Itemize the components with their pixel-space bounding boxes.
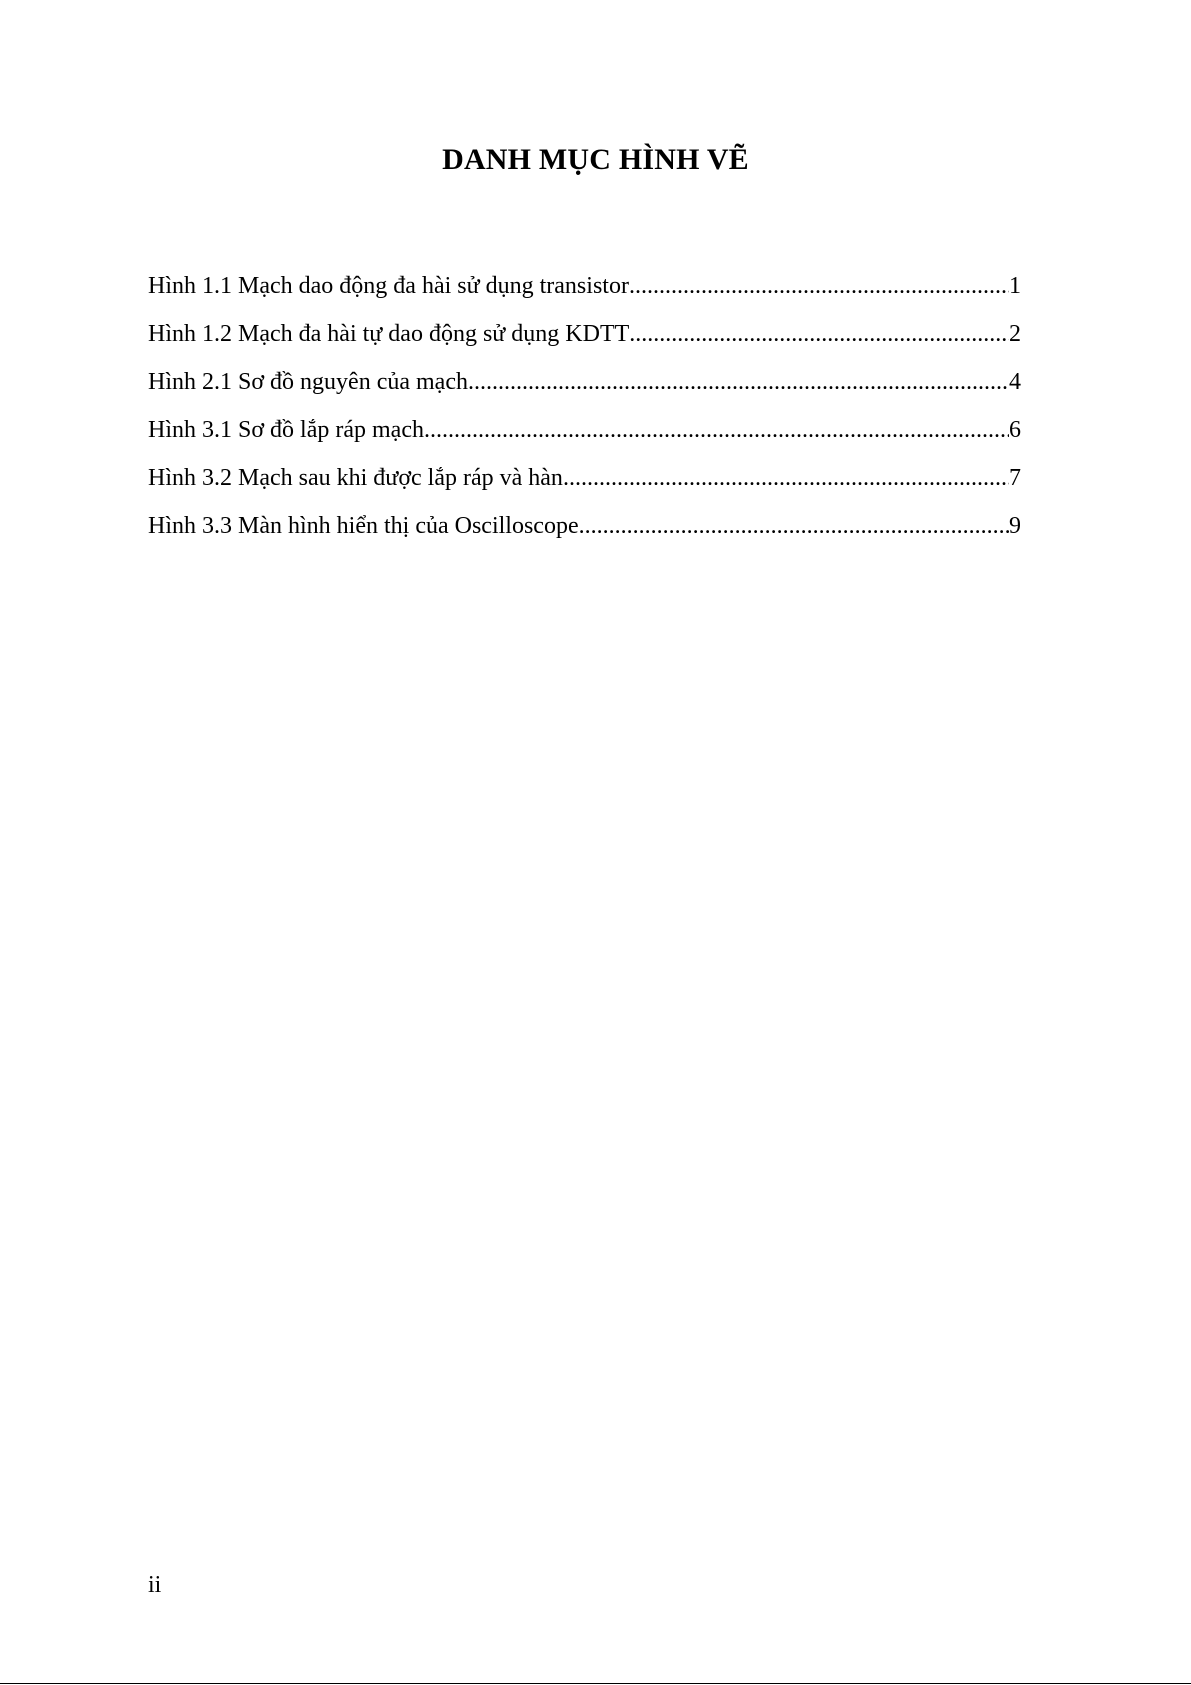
- figure-entry-label: Hình 2.1 Sơ đồ nguyên của mạch: [148, 369, 468, 395]
- figure-entry-page: 6: [1009, 417, 1021, 443]
- page-title: DANH MỤC HÌNH VẼ: [442, 143, 749, 176]
- figure-entry-label: Hình 3.1 Sơ đồ lắp ráp mạch: [148, 417, 424, 443]
- figure-list: [148, 266, 1021, 554]
- figure-entry-page: 9: [1009, 513, 1021, 539]
- figure-entry-3-1[interactable]: [148, 410, 1021, 458]
- dot-leader: [468, 362, 1009, 402]
- dot-leader: [424, 410, 1009, 450]
- dot-leader: [629, 314, 1009, 354]
- figure-entry-page: 7: [1009, 465, 1021, 491]
- figure-entry-1-1[interactable]: [148, 266, 1021, 314]
- page-number: ii: [148, 1572, 162, 1598]
- figure-entry-1-2[interactable]: [148, 314, 1021, 362]
- dot-leader: [563, 458, 1009, 498]
- figure-entry-label: Hình 1.2 Mạch đa hài tự dao động sử dụng KDTT: [148, 321, 630, 347]
- figure-entry-label: Hình 3.2 Mạch sau khi được lắp ráp và hàn: [148, 465, 563, 491]
- figure-entry-3-2[interactable]: [148, 458, 1021, 506]
- figure-entry-3-3[interactable]: [148, 506, 1021, 554]
- figure-entry-page: 4: [1009, 369, 1021, 395]
- dot-leader: [579, 506, 1009, 546]
- page-bottom-rule: [0, 1683, 1191, 1684]
- figure-entry-label: Hình 3.3 Màn hình hiển thị của Oscilloscope: [148, 513, 579, 539]
- figure-entry-2-1[interactable]: [148, 362, 1021, 410]
- figure-entry-label: Hình 1.1 Mạch dao động đa hài sử dụng transistor: [148, 273, 629, 299]
- figure-entry-page: 2: [1009, 321, 1021, 347]
- dot-leader: [629, 266, 1009, 306]
- figure-entry-page: 1: [1009, 273, 1021, 299]
